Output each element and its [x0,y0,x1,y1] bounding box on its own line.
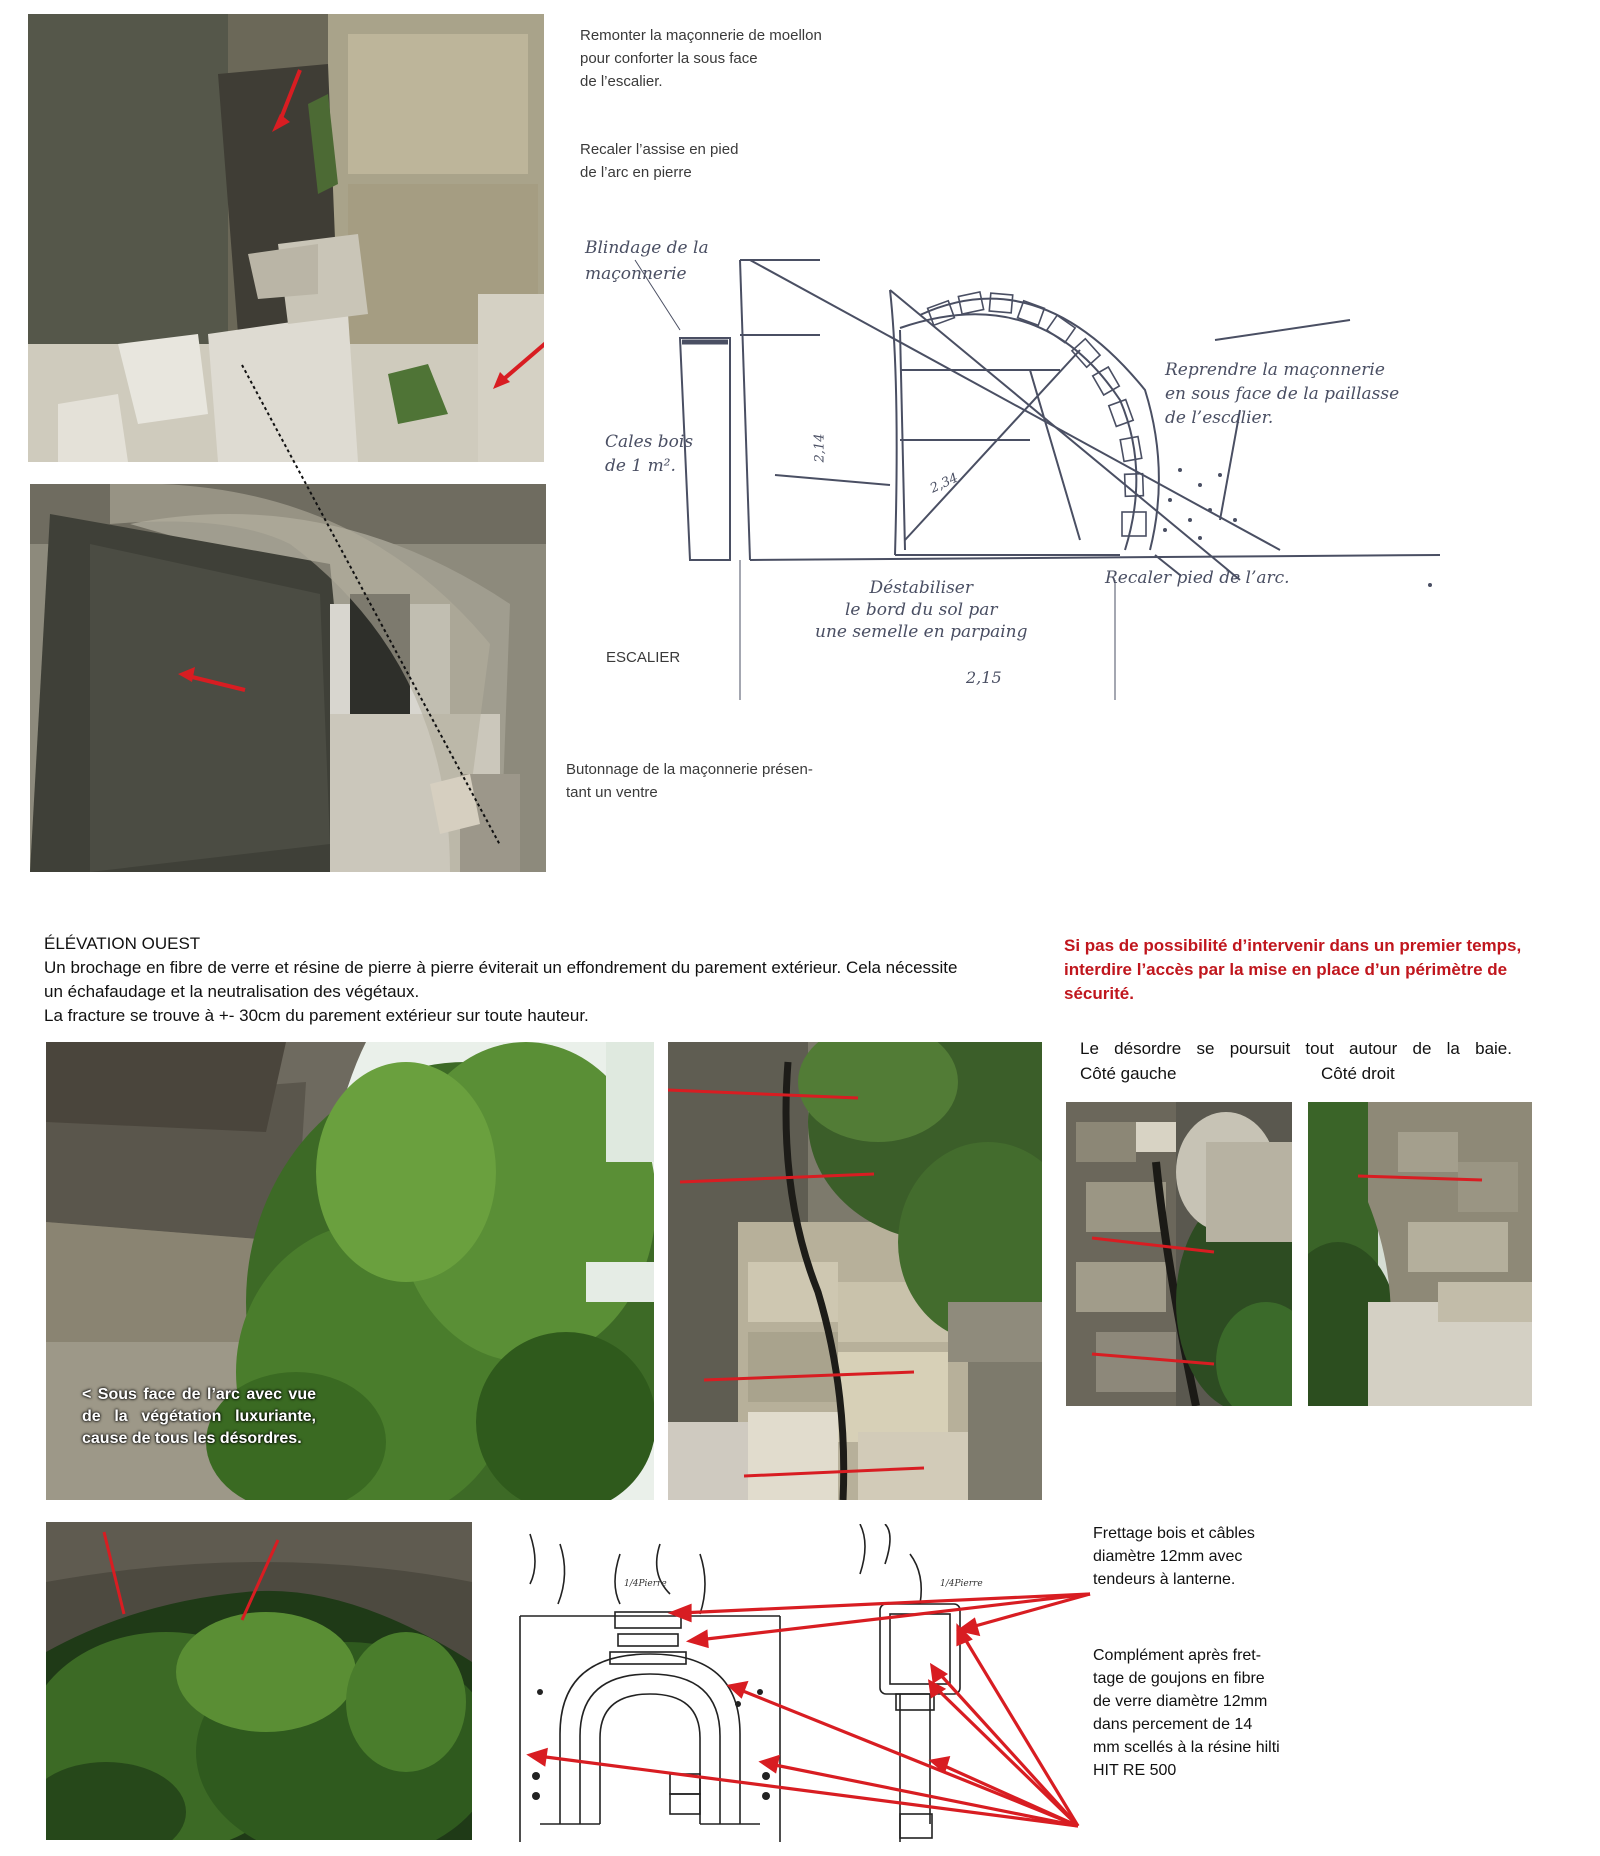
west-line-2: un échafaudage et la neutralisation des végétaux. [44,982,420,1001]
complement-line-1: Complément après fret- [1093,1647,1262,1664]
sketch-dim-height: 2,14 [812,433,828,463]
complement-line-3: de verre diamètre 12mm [1093,1693,1268,1710]
photo-collapsed-masonry [28,14,544,462]
complement-line-5: mm scellés à la résine hilti [1093,1739,1280,1756]
label-cote-droit: Côté droit [1321,1064,1395,1083]
desordre-text: Le désordre se poursuit tout autour de la baie. [1080,1039,1512,1058]
photo-arch-from-below [46,1522,472,1840]
note-remonter-3: de l’escalier. [580,73,663,90]
photo-arch-underside-vegetation [46,1042,654,1500]
stair-section-sketch [560,220,1500,700]
sketch-cales-2: de 1 m². [605,456,676,476]
note-butonnage-2: tant un ventre [566,784,658,801]
photo-right-side [1308,1102,1532,1406]
photo-fracture-closeup [668,1042,1042,1500]
complement-line-2: tage de goujons en fibre [1093,1670,1265,1687]
sketch-reprendre-2: en sous face de la paillasse [1165,384,1400,404]
sketch-dim-diag: 2,34 [927,470,961,497]
sketch-reprendre-3: de l’escalier. [1165,408,1274,428]
sketch-cales-1: Cales bois [605,432,694,452]
sketch-label-a: 1/4Pierre [624,1579,667,1589]
west-line-3: La fracture se trouve à +- 30cm du parement extérieur sur toute hauteur. [44,1006,589,1025]
frettage-line-1: Frettage bois et câbles [1093,1525,1255,1542]
sketch-blindage-1: Blindage de la [585,238,709,258]
label-escalier: ESCALIER [606,649,681,666]
warning-line-2: interdire l’accès par la mise en place d’un périmètre de [1064,960,1508,979]
caption-sous-face: < Sous face de l’arc avec vue de la végétation luxuriante, cause de tous les désordres. [82,1386,316,1447]
warning-line-1: Si pas de possibilité d’intervenir dans un premier temps, [1064,936,1522,955]
note-remonter-2: pour conforter la sous face [580,50,758,67]
sketch-dim-total: 2,15 [966,668,1002,687]
sketch-recaler-pied: Recaler pied de l’arc. [1105,568,1290,588]
frettage-line-2: diamètre 12mm avec [1093,1548,1243,1565]
sketch-destabiliser-3: une semelle en parpaing [815,622,1028,642]
label-cote-gauche: Côté gauche [1080,1064,1177,1083]
west-heading: ÉLÉVATION OUEST [44,934,201,953]
note-remonter-1: Remonter la maçonnerie de moellon [580,27,822,44]
sketch-reprendre-1: Reprendre la maçonnerie [1165,360,1385,380]
sketch-label-b: 1/4Pierre [940,1579,983,1589]
photo-arch-bulging-wall [30,484,546,872]
frettage-sketch [500,1524,1540,1844]
note-butonnage-1: Butonnage de la maçonnerie présen- [566,761,813,778]
complement-line-6: HIT RE 500 [1093,1762,1177,1779]
sketch-destabiliser-2: le bord du sol par [844,600,998,620]
sketch-blindage-2: maçonnerie [585,264,687,284]
frettage-line-3: tendeurs à lanterne. [1093,1571,1236,1588]
note-recaler-1: Recaler l’assise en pied [580,141,739,158]
complement-line-4: dans percement de 14 [1093,1716,1253,1733]
warning-line-3: sécurité. [1064,984,1134,1003]
west-line-1: Un brochage en fibre de verre et résine de pierre à pierre éviterait un effondrement du parement extérieur. Cela nécessite [44,958,958,977]
note-recaler-2: de l’arc en pierre [580,164,692,181]
sketch-destabiliser-1: Déstabiliser [869,578,973,598]
photo-left-side [1066,1102,1292,1406]
